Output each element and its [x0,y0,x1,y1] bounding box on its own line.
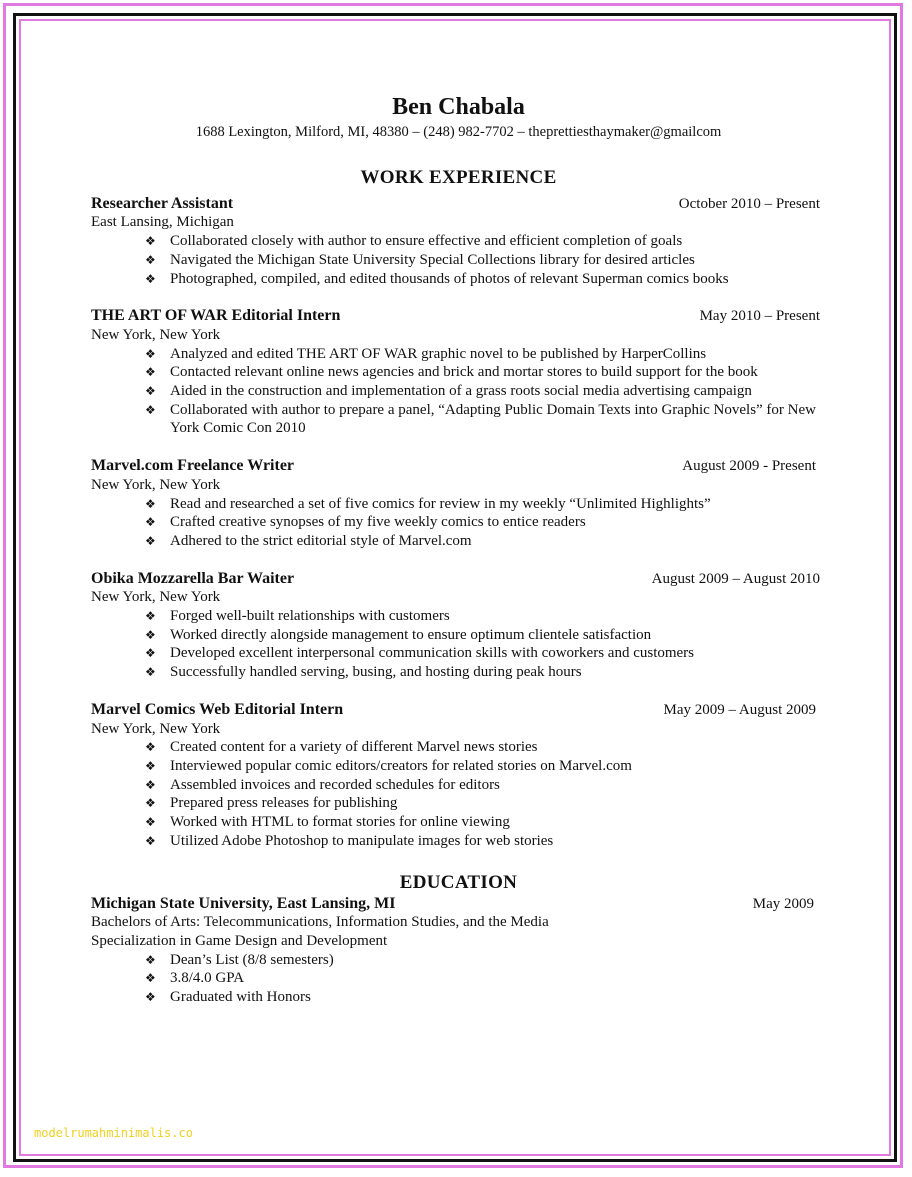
list-item [145,832,826,851]
job-title: Obika Mozzarella Bar Waiter [91,569,295,587]
job-entry [91,307,826,438]
list-item [145,776,826,795]
job-bullets [91,738,826,850]
bullet-text: Analyzed and edited THE ART OF WAR graphic novel to be published by HarperCollins [170,345,707,362]
bullet-text: Adhered to the strict editorial style of Marvel.com [170,532,472,549]
school-name: Michigan State University, East Lansing, MI [91,894,396,912]
job-date: October 2010 – Present [678,195,820,212]
resume-document [91,92,826,1007]
list-item [145,251,826,270]
list-item [145,345,826,364]
list-item [145,988,826,1007]
list-item [145,382,826,401]
bullet-icon: ❖ [145,365,156,380]
bullet-icon: ❖ [145,740,156,755]
bullet-text: Interviewed popular comic editors/creators for related stories on Marvel.com [170,757,632,774]
bullet-icon: ❖ [145,627,156,642]
list-item [145,813,826,832]
education-bullets [91,951,826,1007]
job-header [91,701,826,720]
job-bullets [91,232,826,288]
list-item [145,757,826,776]
degree-line: Bachelors of Arts: Telecommunications, Information Studies, and the Media [91,914,549,931]
job-bullets [91,495,826,551]
bullet-text: Worked directly alongside management to ensure optimum clientele satisfaction [170,626,652,643]
bullet-text: Aided in the construction and implementation of a grass roots social media advertising campaign [170,383,752,400]
bullet-icon: ❖ [145,796,156,811]
bullet-icon: ❖ [145,346,156,361]
bullet-icon: ❖ [145,234,156,249]
bullet-text: Collaborated with author to prepare a panel, “Adapting Public Domain Texts into Graphic Novels” for New York Comic Con 2010 [170,401,816,437]
bullet-text: Created content for a variety of different Marvel news stories [170,739,538,756]
list-item [145,644,826,663]
job-date: May 2010 – Present [699,308,820,325]
bullet-icon: ❖ [145,609,156,624]
bullet-icon: ❖ [145,777,156,792]
list-item [145,969,826,988]
list-item [145,663,826,682]
bullet-icon: ❖ [145,665,156,680]
job-entry [91,195,826,289]
job-list [91,195,826,851]
list-item [145,513,826,532]
job-entry [91,570,826,682]
bullet-text: Read and researched a set of five comics for review in my weekly “Unlimited Highlights” [170,495,711,512]
job-header [91,570,826,589]
job-location: New York, New York [91,589,221,606]
list-item [145,607,826,626]
job-header [91,195,826,214]
bullet-icon: ❖ [145,952,156,967]
list-item [145,495,826,514]
list-item [145,626,826,645]
bullet-text: Navigated the Michigan State University Special Collections library for desired articles [170,251,695,268]
bullet-icon: ❖ [145,496,156,511]
list-item [145,794,826,813]
bullet-icon: ❖ [145,252,156,267]
bullet-icon: ❖ [145,271,156,286]
list-item [145,401,826,438]
graduation-date: May 2009 [752,895,814,912]
bullet-icon: ❖ [145,971,156,986]
job-location: East Lansing, Michigan [91,214,234,231]
job-title: THE ART OF WAR Editorial Intern [91,307,341,325]
bullet-text: Graduated with Honors [170,989,311,1006]
job-title: Marvel Comics Web Editorial Intern [91,700,344,718]
bullet-text: Contacted relevant online news agencies and brick and mortar stores to build support for the book [170,364,758,381]
bullet-icon: ❖ [145,384,156,399]
bullet-text: Developed excellent interpersonal communication skills with coworkers and customers [170,645,695,662]
list-item [145,270,826,289]
bullet-text: Forged well-built relationships with customers [170,608,450,625]
job-date: August 2009 - Present [682,458,816,475]
bullet-text: Assembled invoices and recorded schedules for editors [170,776,500,793]
bullet-icon: ❖ [145,833,156,848]
bullet-icon: ❖ [145,815,156,830]
job-title: Marvel.com Freelance Writer [91,457,295,475]
bullet-text: Utilized Adobe Photoshop to manipulate images for web stories [170,832,554,849]
applicant-name: Ben Chabala [392,94,525,120]
job-entry [91,701,826,851]
bullet-icon: ❖ [145,758,156,773]
specialization-line: Specialization in Game Design and Development [91,932,388,949]
job-header [91,307,826,326]
job-bullets [91,607,826,682]
job-location: New York, New York [91,326,221,343]
job-location: New York, New York [91,476,221,493]
bullet-icon: ❖ [145,402,156,417]
education-heading: EDUCATION [399,871,518,893]
bullet-icon: ❖ [145,533,156,548]
bullet-text: 3.8/4.0 GPA [170,970,245,987]
bullet-text: Successfully handled serving, busing, and hosting during peak hours [170,664,582,681]
job-location: New York, New York [91,720,221,737]
job-title: Researcher Assistant [91,194,234,212]
bullet-icon: ❖ [145,646,156,661]
list-item [145,232,826,251]
list-item [145,363,826,382]
bullet-icon: ❖ [145,515,156,530]
job-entry [91,457,826,551]
bullet-text: Prepared press releases for publishing [170,795,398,812]
job-date: May 2009 – August 2009 [663,701,816,718]
bullet-text: Crafted creative synopses of my five weekly comics to entice readers [170,514,586,531]
list-item [145,532,826,551]
bullet-icon: ❖ [145,990,156,1005]
list-item [145,951,826,970]
bullet-text: Dean’s List (8/8 semesters) [170,951,334,968]
job-header [91,457,826,476]
work-experience-heading: WORK EXPERIENCE [360,166,557,188]
list-item [145,738,826,757]
contact-line: 1688 Lexington, Milford, MI, 48380 – (248) 982-7702 – theprettiesthaymaker@gmailcom [195,124,722,140]
job-bullets [91,345,826,439]
watermark-text: modelrumahminimalis.co [34,1126,193,1140]
bullet-text: Photographed, compiled, and edited thousands of photos of relevant Superman comics books [170,270,729,287]
education-entry [91,895,826,914]
bullet-text: Worked with HTML to format stories for online viewing [170,814,510,831]
job-date: August 2009 – August 2010 [651,570,820,587]
bullet-text: Collaborated closely with author to ensure effective and efficient completion of goals [170,233,683,250]
